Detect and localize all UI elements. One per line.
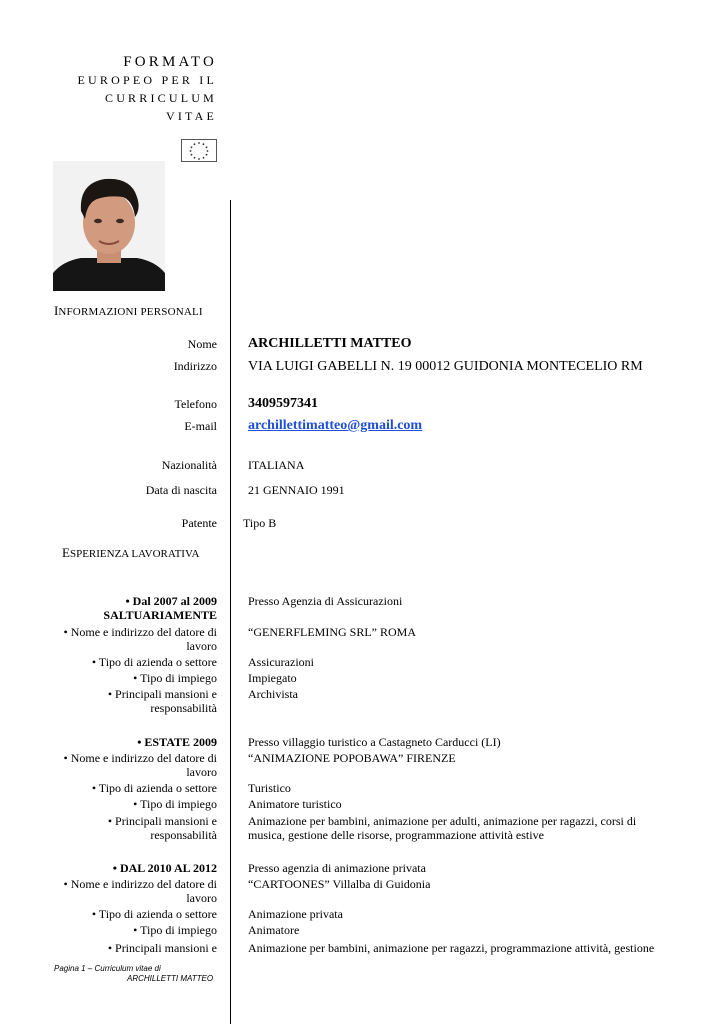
entry2-period-value: Presso villaggio turistico a Castagneto Carducci (LI) <box>248 735 501 749</box>
entry3-period: • DAL 2010 AL 2012 <box>112 861 217 875</box>
entry3-sector-label: • Tipo di azienda o settore <box>91 907 217 921</box>
entry2-duties-label-2: responsabilità <box>150 828 217 842</box>
entry2-period: • ESTATE 2009 <box>137 735 217 749</box>
entry1-period-note: SALTUARIAMENTE <box>103 608 217 622</box>
footer-page-label: Pagina 1 – Curriculum vitae di <box>54 964 161 973</box>
entry1-period: • Dal 2007 al 2009 <box>125 594 217 608</box>
entry1-employer-label: • Nome e indirizzo del datore di <box>63 625 217 639</box>
entry1-duties: Archivista <box>248 687 298 701</box>
label-email: E-mail <box>184 419 217 433</box>
cv-title-line-4: VITAE <box>165 109 217 123</box>
value-nazionalita: ITALIANA <box>248 458 305 472</box>
label-patente: Patente <box>181 516 217 530</box>
value-indirizzo: VIA LUIGI GABELLI N. 19 00012 GUIDONIA MONTECELIO RM <box>248 359 643 374</box>
entry1-sector-label: • Tipo di azienda o settore <box>91 655 217 669</box>
experience-section-title: ESPERIENZA LAVORATIVA <box>62 545 200 560</box>
value-email-link[interactable]: archillettimatteo@gmail.com <box>248 418 423 433</box>
entry2-sector: Turistico <box>248 781 291 795</box>
cv-title-line-1: FORMATO <box>123 54 217 70</box>
entry2-sector-label: • Tipo di azienda o settore <box>91 781 217 795</box>
label-indirizzo: Indirizzo <box>173 359 217 373</box>
entry2-job: Animatore turistico <box>248 797 342 811</box>
entry1-duties-label: • Principali mansioni e <box>107 687 217 701</box>
entry3-employer-label: • Nome e indirizzo del datore di <box>63 877 217 891</box>
label-data-nascita: Data di nascita <box>145 483 217 497</box>
entry3-job-label: • Tipo di impiego <box>133 923 217 937</box>
entry1-period-value: Presso Agenzia di Assicurazioni <box>248 594 403 608</box>
entry2-duties-line-2: musica, gestione delle risorse, programmazione attività estive <box>248 828 544 842</box>
entry1-job: Impiegato <box>248 671 297 685</box>
value-telefono: 3409597341 <box>248 396 318 411</box>
entry1-sector: Assicurazioni <box>248 655 314 669</box>
label-nome: Nome <box>187 337 217 351</box>
value-patente: Tipo B <box>243 516 277 530</box>
personal-section-title: INFORMAZIONI PERSONALI <box>54 303 203 318</box>
entry2-duties-label: • Principali mansioni e <box>107 814 217 828</box>
cv-title-line-3: CURRICULUM <box>104 91 217 105</box>
entry3-sector: Animazione privata <box>248 907 343 921</box>
profile-photo <box>53 161 165 291</box>
footer-name: ARCHILLETTI MATTEO <box>127 974 214 983</box>
label-telefono: Telefono <box>174 397 217 411</box>
entry3-employer: “CARTOONES” Villalba di Guidonia <box>248 877 431 891</box>
entry1-employer-label-2: lavoro <box>186 639 217 653</box>
entry3-duties: Animazione per bambini, animazione per ragazzi, programmazione attività, gestione <box>248 941 655 955</box>
entry2-employer: “ANIMAZIONE POPOBAWA” FIRENZE <box>248 751 456 765</box>
entry1-job-label: • Tipo di impiego <box>133 671 217 685</box>
entry3-employer-label-2: lavoro <box>186 891 217 905</box>
column-divider <box>230 200 231 1024</box>
entry1-duties-label-2: responsabilità <box>150 701 217 715</box>
label-nazionalita: Nazionalità <box>161 458 217 472</box>
entry3-period-value: Presso agenzia di animazione privata <box>248 861 426 875</box>
entry2-employer-label: • Nome e indirizzo del datore di <box>63 751 217 765</box>
entry3-duties-label: • Principali mansioni e <box>107 941 217 955</box>
value-data-nascita: 21 GENNAIO 1991 <box>248 483 345 497</box>
cv-title-line-2: EUROPEO PER IL <box>77 73 217 87</box>
entry2-job-label: • Tipo di impiego <box>133 797 217 811</box>
entry2-duties-line-1: Animazione per bambini, animazione per adulti, animazione per ragazzi, corsi di <box>248 814 637 828</box>
entry3-job: Animatore <box>248 923 300 937</box>
entry1-employer: “GENERFLEMING SRL” ROMA <box>248 625 416 639</box>
eu-flag-icon <box>181 139 217 162</box>
value-nome: ARCHILLETTI MATTEO <box>248 336 412 351</box>
entry2-employer-label-2: lavoro <box>186 765 217 779</box>
